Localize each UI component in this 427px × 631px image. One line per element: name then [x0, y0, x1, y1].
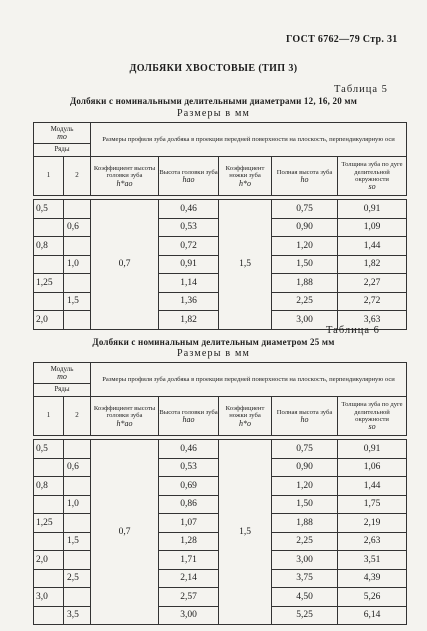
series-1-cell: [34, 218, 64, 237]
head-height-cell: 2,57: [159, 588, 219, 607]
full-height-cell: 2,25: [272, 532, 338, 551]
series-2-cell: [64, 440, 91, 459]
head-height-cell: 1,28: [159, 532, 219, 551]
series-2-cell: 3,5: [64, 606, 91, 625]
series-2-cell: 1,0: [64, 255, 91, 274]
series-header: Ряды: [34, 384, 91, 397]
tooth-thickness-cell: 6,14: [338, 606, 407, 625]
table5-caption: Долбяки с номинальными делительными диаметрами 12, 16, 20 мм: [69, 96, 358, 106]
tooth-thickness-cell: 3,63: [338, 311, 407, 330]
series-1-cell: [34, 255, 64, 274]
head-height-cell: 2,14: [159, 569, 219, 588]
series-2-cell: [64, 551, 91, 570]
series-2-header: 2: [64, 157, 91, 196]
series-1-cell: 0,5: [34, 200, 64, 219]
full-height-cell: 0,90: [272, 458, 338, 477]
full-header: Полная высота зуба ho: [272, 397, 338, 436]
head-height-cell: 0,86: [159, 495, 219, 514]
head-height-cell: 0,72: [159, 237, 219, 256]
full-height-cell: 1,20: [272, 237, 338, 256]
series-1-cell: 1,25: [34, 514, 64, 533]
full-height-cell: 0,90: [272, 218, 338, 237]
series-header: Ряды: [34, 144, 91, 157]
leg-coef-cell: 1,5: [219, 200, 272, 330]
series-1-cell: [34, 532, 64, 551]
module-header: Модуль mo: [34, 363, 91, 384]
head-height-cell: 1,07: [159, 514, 219, 533]
head-height-cell: 0,53: [159, 218, 219, 237]
table6-body: [34, 440, 407, 625]
series-1-cell: 2,0: [34, 311, 64, 330]
series-1-cell: 2,0: [34, 551, 64, 570]
series-2-cell: [64, 200, 91, 219]
series-2-cell: [64, 514, 91, 533]
series-1-cell: 1,25: [34, 274, 64, 293]
profile-caption: Размеры профиля зуба долбяка в проекции передней поверхности на плоскость, перпендикулярную оси: [91, 123, 407, 157]
series-2-cell: [64, 311, 91, 330]
full-height-cell: 4,50: [272, 588, 338, 607]
table5-body: [34, 200, 407, 330]
series-1-header: 1: [34, 397, 64, 436]
leg-coef-cell: 1,5: [219, 440, 272, 625]
series-2-header: 2: [64, 397, 91, 436]
profile-caption: Размеры профиля зуба долбяка в проекции передней поверхности на плоскость, перпендикулярную оси: [91, 363, 407, 397]
tooth-thickness-cell: 1,75: [338, 495, 407, 514]
table5-label: Таблица 5: [334, 84, 388, 95]
series-1-cell: 0,8: [34, 477, 64, 496]
full-height-cell: 3,75: [272, 569, 338, 588]
tooth-thickness-cell: 1,82: [338, 255, 407, 274]
full-height-cell: 3,00: [272, 551, 338, 570]
series-2-cell: 2,5: [64, 569, 91, 588]
head-height-cell: 0,91: [159, 255, 219, 274]
head-header: Высота головки зуба hao: [159, 157, 219, 196]
leg-header: Коэффициент ножки зуба h*o: [219, 157, 272, 196]
tooth-thickness-cell: 0,91: [338, 200, 407, 219]
full-height-cell: 5,25: [272, 606, 338, 625]
series-2-cell: [64, 588, 91, 607]
page-header: ГОСТ 6762—79 Стр. 31: [286, 34, 398, 45]
table6-units: Размеры в мм: [176, 348, 251, 359]
full-height-cell: 1,88: [272, 514, 338, 533]
coef-cell: 0,7: [91, 200, 159, 330]
series-1-cell: 0,8: [34, 237, 64, 256]
table5-units: Размеры в мм: [176, 108, 251, 119]
tooth-thickness-cell: 2,19: [338, 514, 407, 533]
series-2-cell: 1,0: [64, 495, 91, 514]
tooth-thickness-cell: 1,44: [338, 477, 407, 496]
document-title: ДОЛБЯКИ ХВОСТОВЫЕ (ТИП 3): [129, 63, 298, 74]
series-1-cell: [34, 458, 64, 477]
series-2-cell: 1,5: [64, 532, 91, 551]
tooth-thickness-cell: 0,91: [338, 440, 407, 459]
full-height-cell: 1,50: [272, 255, 338, 274]
series-2-cell: 1,5: [64, 292, 91, 311]
tooth-thickness-cell: 4,39: [338, 569, 407, 588]
head-height-cell: 0,46: [159, 200, 219, 219]
head-height-cell: 1,36: [159, 292, 219, 311]
head-height-cell: 0,46: [159, 440, 219, 459]
series-2-cell: 0,6: [64, 218, 91, 237]
tooth-thickness-cell: 1,44: [338, 237, 407, 256]
head-height-cell: 0,53: [159, 458, 219, 477]
table6-caption: Долбяки с номинальным делительным диаметром 25 мм: [92, 337, 335, 347]
thick-header: Толщина зуба по дуге делительной окружности so: [338, 157, 407, 196]
table5: [33, 122, 407, 330]
coef-header: Коэффициент высоты головки зуба h*ao: [91, 397, 159, 436]
table-row: [34, 200, 407, 219]
leg-header: Коэффициент ножки зуба h*o: [219, 397, 272, 436]
tooth-thickness-cell: 2,63: [338, 532, 407, 551]
head-height-cell: 3,00: [159, 606, 219, 625]
full-height-cell: 0,75: [272, 200, 338, 219]
head-height-cell: 1,14: [159, 274, 219, 293]
tooth-thickness-cell: 3,51: [338, 551, 407, 570]
table6: [33, 362, 407, 625]
head-height-cell: 1,71: [159, 551, 219, 570]
tooth-thickness-cell: 5,26: [338, 588, 407, 607]
coef-cell: 0,7: [91, 440, 159, 625]
table6-label: Таблица 6: [326, 325, 380, 336]
full-header: Полная высота зуба ho: [272, 157, 338, 196]
full-height-cell: 1,20: [272, 477, 338, 496]
thick-header: Толщина зуба по дуге делительной окружности so: [338, 397, 407, 436]
series-1-cell: 3,0: [34, 588, 64, 607]
tooth-thickness-cell: 1,06: [338, 458, 407, 477]
tooth-thickness-cell: 2,72: [338, 292, 407, 311]
coef-header: Коэффициент высоты головки зуба h*ao: [91, 157, 159, 196]
full-height-cell: 2,25: [272, 292, 338, 311]
series-1-cell: [34, 606, 64, 625]
series-1-cell: [34, 569, 64, 588]
series-2-cell: [64, 274, 91, 293]
series-2-cell: [64, 477, 91, 496]
series-2-cell: 0,6: [64, 458, 91, 477]
full-height-cell: 1,88: [272, 274, 338, 293]
series-1-cell: 0,5: [34, 440, 64, 459]
module-header: Модуль mo: [34, 123, 91, 144]
tooth-thickness-cell: 2,27: [338, 274, 407, 293]
table-row: [34, 440, 407, 459]
full-height-cell: 1,50: [272, 495, 338, 514]
tooth-thickness-cell: 1,09: [338, 218, 407, 237]
full-height-cell: 0,75: [272, 440, 338, 459]
series-1-cell: [34, 495, 64, 514]
head-height-cell: 1,82: [159, 311, 219, 330]
series-1-header: 1: [34, 157, 64, 196]
full-height-cell: 3,00: [272, 311, 338, 330]
series-2-cell: [64, 237, 91, 256]
head-header: Высота головки зуба hao: [159, 397, 219, 436]
series-1-cell: [34, 292, 64, 311]
head-height-cell: 0,69: [159, 477, 219, 496]
